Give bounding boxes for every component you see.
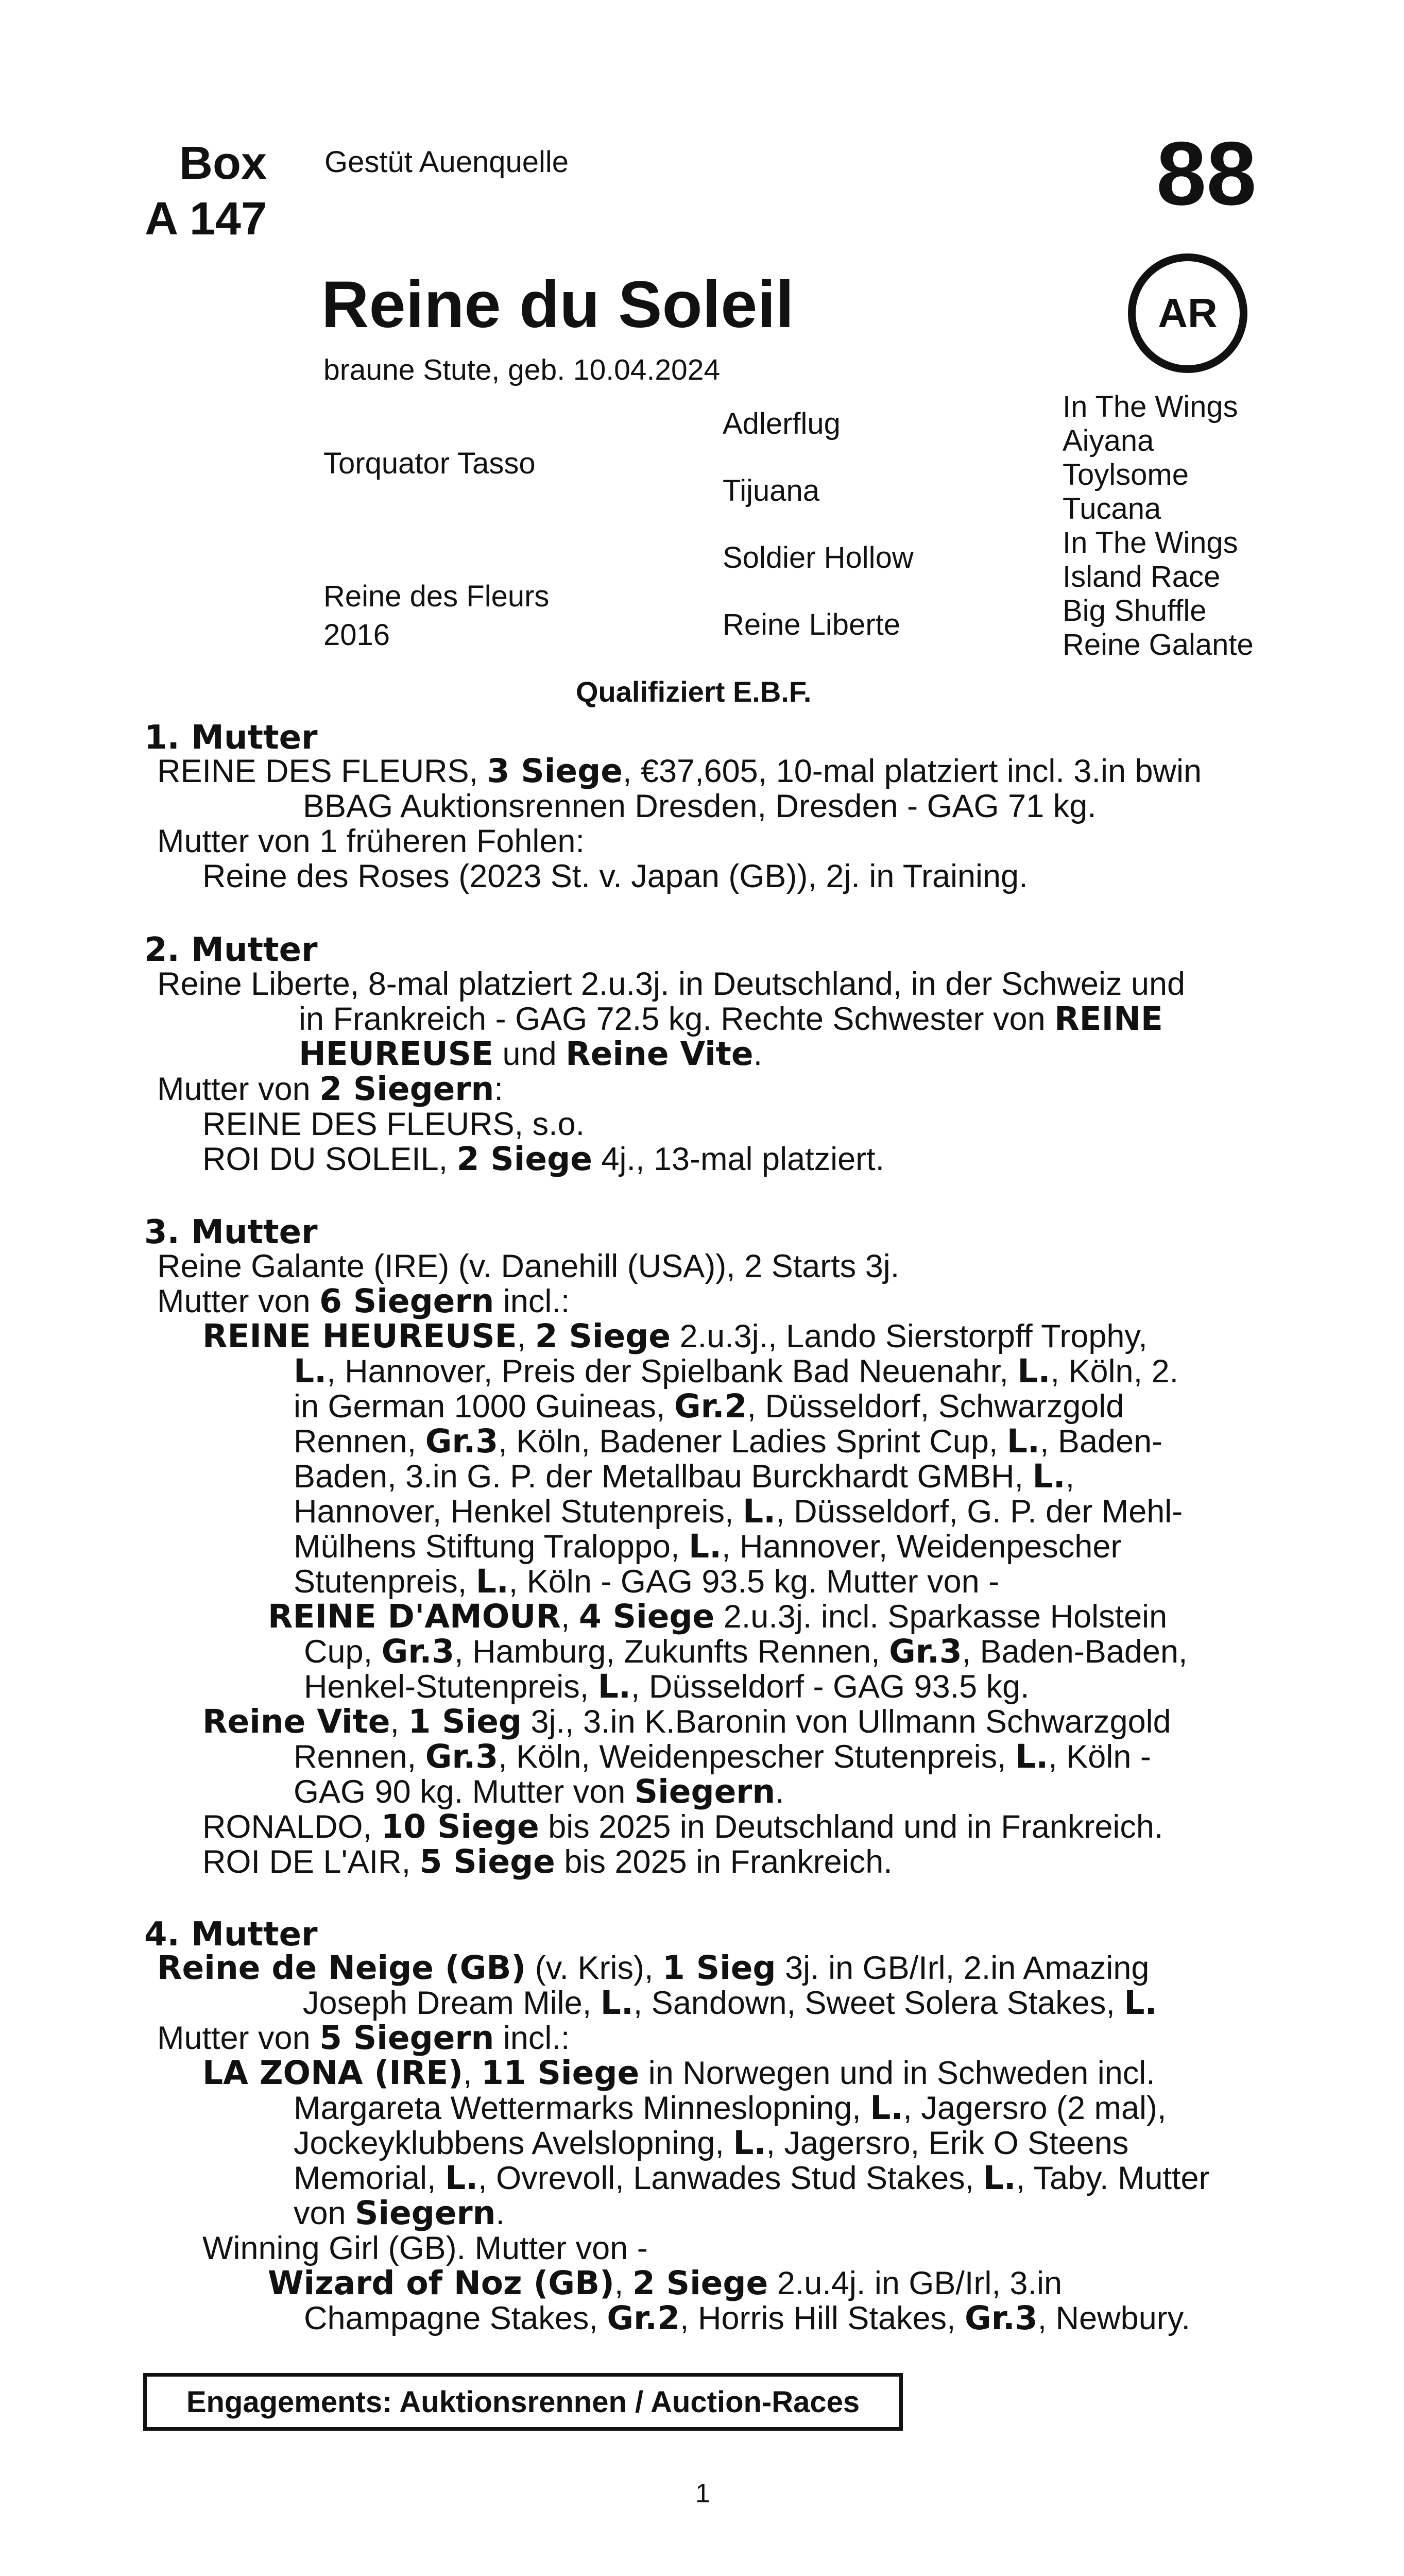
section-heading: 4. Mutter [144, 1916, 318, 1954]
text-run: , Sandown, Sweet Solera Stakes, [633, 1985, 1124, 2021]
text-run: , Baden- [1039, 1423, 1163, 1460]
text-run: GAG 90 kg. Mutter von [294, 1774, 635, 1810]
text-run: Jockeyklubbens Avelslopning, [294, 2125, 733, 2161]
text-run: incl.: [494, 2020, 570, 2056]
dam-record [157, 754, 1202, 789]
text-run: , Köln - [1048, 1739, 1151, 1775]
text-run: in Norwegen und in Schweden incl. [639, 2055, 1155, 2091]
ar-badge [1128, 253, 1247, 373]
bold-run: 6 Siegern [319, 1282, 494, 1320]
text-run: , Köln, Badener Ladies Sprint Cup, [498, 1423, 1007, 1460]
text-run: . [753, 1036, 763, 1072]
bold-run: Gr.3 [381, 1633, 455, 1670]
pedigree-gen2: Reine Liberte [723, 608, 900, 641]
pedigree-gen3-item: Aiyana [1063, 424, 1154, 457]
bold-run: Reine Vite [566, 1035, 754, 1073]
text-run: , Jagersro, Erik O Steens [766, 2125, 1129, 2161]
breeder-name: Gestüt Auenquelle [324, 145, 569, 179]
pedigree-sire: Torquator Tasso [323, 447, 536, 480]
text-run: . [495, 2195, 505, 2231]
text-run: , [614, 2265, 632, 2301]
text-run: , Horris Hill Stakes, [679, 2300, 965, 2336]
text-run: , Düsseldorf, G. P. der Mehl- [776, 1494, 1183, 1530]
bold-run: 3 Siege [487, 752, 623, 790]
dam-offspring-label [157, 1072, 503, 1107]
offspring-entry-cont [294, 1529, 1121, 1564]
text-run: bis 2025 in Deutschland und in Frankreich. [539, 1809, 1163, 1845]
bold-run: 5 Siegern [319, 2019, 494, 2057]
bold-run: Wizard of Noz (GB) [268, 2264, 614, 2302]
pedigree-gen2: Adlerflug [723, 407, 841, 440]
text-run: , Köln, Weidenpescher Stutenpreis, [498, 1739, 1016, 1775]
text-run: , €37,605, 10-mal platziert incl. 3.in bwin [622, 753, 1202, 789]
dam-offspring: REINE DES FLEURS, s.o. [202, 1106, 585, 1142]
bold-run: L. [870, 2089, 903, 2127]
bold-run: Gr.3 [889, 1633, 962, 1670]
text-run: Mutter von [157, 2020, 320, 2056]
text-run: Mutter von [157, 1071, 320, 1107]
pedigree-gen3-item: Island Race [1063, 560, 1221, 594]
bold-run: 2 Siege [456, 1140, 592, 1178]
dam-offspring [202, 1142, 884, 1177]
text-run: von [294, 2195, 355, 2231]
text-run: , Düsseldorf, Schwarzgold [747, 1388, 1124, 1425]
bold-run: Reine Vite [202, 1703, 390, 1740]
bold-run: 4 Siege [578, 1598, 715, 1635]
page-number: 1 [695, 2479, 710, 2509]
pedigree-dam: Reine des Fleurs [323, 580, 550, 613]
qualification: Qualifiziert E.B.F. [576, 675, 812, 708]
bold-run: L. [1124, 1984, 1157, 2022]
engagements-box [143, 2373, 903, 2431]
bold-run: Gr.3 [965, 2299, 1038, 2337]
offspring-entry [202, 2056, 1155, 2091]
text-run: Rennen, [294, 1739, 425, 1775]
text-run: Rennen, [294, 1423, 425, 1460]
bold-run: REINE D'AMOUR [268, 1598, 561, 1635]
bold-run: 2 Siegern [319, 1070, 494, 1108]
text-run: , Köln - GAG 93.5 kg. Mutter von - [508, 1564, 1000, 1600]
pedigree-dam-year: 2016 [323, 618, 390, 652]
text-run: 2.u.3j. incl. Sparkasse Holstein [714, 1599, 1168, 1635]
text-run: . [775, 1774, 784, 1810]
section-heading: 3. Mutter [144, 1213, 318, 1251]
bold-run: HEUREUSE [299, 1035, 494, 1073]
text-run: Stutenpreis, [294, 1564, 476, 1600]
bold-run: Gr.3 [425, 1422, 499, 1460]
dam-record: Reine Galante (IRE) (v. Danehill (USA)), 2 Starts 3j. [157, 1248, 900, 1284]
text-run: 3j., 3.in K.Baronin von Ullmann Schwarzgold [522, 1704, 1171, 1740]
bold-run: 2 Siege [632, 2264, 768, 2302]
horse-description: braune Stute, geb. 10.04.2024 [323, 353, 721, 386]
bold-run: Gr.2 [674, 1387, 747, 1425]
section-heading: 2. Mutter [144, 931, 318, 969]
pedigree-gen3 [1063, 390, 1254, 662]
text-run: , Düsseldorf - GAG 93.5 kg. [630, 1669, 1030, 1705]
text-run: : [494, 1071, 503, 1107]
text-run: , Newbury. [1037, 2300, 1191, 2336]
pedigree-gen3-item: Big Shuffle [1063, 594, 1207, 628]
text-run: und [493, 1036, 566, 1072]
offspring-entry-cont [294, 2126, 1128, 2161]
bold-run: REINE [1054, 1000, 1163, 1038]
text-run: Joseph Dream Mile, [303, 1985, 601, 2021]
offspring-entry-cont [294, 1739, 1151, 1774]
bold-run: L. [1006, 1422, 1040, 1460]
text-run: 3j. in GB/Irl, 2.in Amazing [776, 1950, 1150, 1986]
text-run: , Köln, 2. [1050, 1353, 1179, 1389]
text-run: , Hannover, Preis der Spielbank Bad Neuenahr, [327, 1353, 1018, 1389]
dam-offspring: Reine des Roses (2023 St. v. Japan (GB)), 2j. in Training. [202, 858, 1028, 894]
engagements-label: Engagements: Auktionsrennen / Auction-Races [186, 2385, 860, 2419]
bold-run: 11 Siege [481, 2054, 640, 2092]
text-run: , Hamburg, Zukunfts Rennen, [454, 1634, 889, 1670]
offspring-entry-cont [294, 1424, 1162, 1459]
pedigree-gen3-item: Toylsome [1063, 458, 1189, 492]
bold-run: L. [1015, 1738, 1049, 1775]
box-line-1: Box [179, 138, 267, 189]
text-run: , Taby. Mutter [1016, 2160, 1210, 2196]
bold-run: Siegern [634, 1773, 776, 1810]
text-run: , [517, 1318, 535, 1354]
bold-run: REINE HEUREUSE [202, 1317, 517, 1355]
text-run: 2.u.3j., Lando Sierstorpff Trophy, [671, 1318, 1148, 1354]
text-run: , [1065, 1459, 1075, 1495]
offspring-entry: Winning Girl (GB). Mutter von - [202, 2230, 648, 2266]
text-run: Henkel-Stutenpreis, [304, 1669, 598, 1705]
section-heading: 1. Mutter [144, 719, 318, 757]
bold-run: L. [1032, 1458, 1066, 1495]
offspring-entry-cont [294, 2196, 505, 2231]
bold-run: L. [294, 1352, 327, 1390]
bold-run: Siegern [355, 2194, 496, 2232]
text-run: , Baden-Baden, [962, 1634, 1188, 1670]
dam-record-cont [299, 1002, 1163, 1037]
horse-name: Reine du Soleil [321, 268, 794, 342]
bold-run: L. [445, 2159, 478, 2197]
offspring-entry-cont [294, 1564, 999, 1599]
text-run: Margareta Wettermarks Minneslopning, [294, 2090, 870, 2126]
pedigree-gen2: Soldier Hollow [723, 541, 914, 574]
text-run: RONALDO, [202, 1809, 381, 1845]
bold-run: 1 Sieg [408, 1703, 522, 1740]
text-run: , Hannover, Weidenpescher [722, 1529, 1122, 1565]
ar-badge-label: AR [1158, 290, 1218, 336]
text-run: (v. Kris), [526, 1950, 663, 1986]
text-run: 4j., 13-mal platziert. [592, 1141, 885, 1177]
text-run: REINE DES FLEURS, [157, 753, 487, 789]
bold-run: 1 Sieg [662, 1949, 776, 1987]
box-label [139, 135, 267, 247]
text-run: in German 1000 Guineas, [294, 1388, 674, 1425]
bold-run: L. [475, 1563, 509, 1600]
dam-record-cont: BBAG Auktionsrennen Dresden, Dresden - GAG 71 kg. [303, 788, 1097, 824]
text-run: incl.: [494, 1283, 570, 1319]
bold-run: Gr.3 [425, 1738, 499, 1775]
box-line-2: A 147 [145, 193, 267, 245]
offspring-entry-cont [294, 1354, 1178, 1389]
dam-offspring-label [157, 2021, 570, 2056]
bold-run: L. [1017, 1352, 1051, 1390]
text-run: Cup, [304, 1634, 382, 1670]
bold-run: 10 Siege [381, 1808, 539, 1845]
text-run: , [390, 1704, 408, 1740]
bold-run: Gr.2 [607, 2299, 680, 2337]
bold-run: L. [600, 1984, 633, 2022]
offspring-entry-cont [304, 1634, 1188, 1669]
offspring-entry [202, 1809, 1163, 1844]
dam-record-cont [299, 1037, 762, 1072]
offspring-entry [268, 1599, 1167, 1634]
bold-run: L. [733, 2124, 766, 2162]
offspring-entry-cont [294, 2161, 1210, 2196]
text-run: in Frankreich - GAG 72.5 kg. Rechte Schwester von [299, 1001, 1055, 1037]
lot-number: 88 [1156, 124, 1257, 224]
text-run: Memorial, [294, 2160, 446, 2196]
dam-offspring-label [157, 1284, 570, 1319]
offspring-entry-cont [294, 1494, 1183, 1529]
text-run: , Ovrevoll, Lanwades Stud Stakes, [478, 2160, 983, 2196]
offspring-entry [202, 1704, 1171, 1739]
dam-offspring-label: Mutter von 1 früheren Fohlen: [157, 823, 585, 859]
offspring-entry [268, 2266, 1062, 2301]
bold-run: Reine de Neige (GB) [157, 1949, 526, 1987]
text-run: , Jagersro (2 mal), [903, 2090, 1167, 2126]
text-run: ROI DU SOLEIL, [202, 1141, 457, 1177]
offspring-entry [202, 1844, 893, 1879]
bold-run: L. [743, 1493, 776, 1530]
pedigree-gen3-item: Tucana [1063, 492, 1161, 526]
text-run: Hannover, Henkel Stutenpreis, [294, 1494, 743, 1530]
offspring-entry-cont [304, 2301, 1190, 2336]
pedigree-gen3-item: In The Wings [1063, 390, 1238, 423]
offspring-entry-cont [294, 1774, 784, 1809]
bold-run: 2 Siege [535, 1317, 671, 1355]
text-run: 2.u.4j. in GB/Irl, 3.in [768, 2265, 1062, 2301]
offspring-entry-cont [304, 1669, 1030, 1704]
text-run: , [560, 1599, 579, 1635]
bold-run: L. [983, 2159, 1016, 2197]
text-run: bis 2025 in Frankreich. [555, 1844, 893, 1880]
text-run: Mülhens Stiftung Traloppo, [294, 1529, 689, 1565]
pedigree-gen3-item: Reine Galante [1063, 628, 1254, 662]
offspring-entry-cont [294, 1389, 1124, 1424]
text-run: Baden, 3.in G. P. der Metallbau Burckhardt GMBH, [294, 1459, 1033, 1495]
pedigree-gen2: Tijuana [723, 474, 820, 507]
text-run: Champagne Stakes, [304, 2300, 607, 2336]
offspring-entry-cont [294, 2091, 1167, 2126]
text-run: ROI DE L'AIR, [202, 1844, 420, 1880]
dam-record: Reine Liberte, 8-mal platziert 2.u.3j. in Deutschland, in der Schweiz und [157, 966, 1186, 1002]
offspring-entry-cont [294, 1459, 1074, 1494]
dam-record [157, 1951, 1149, 1986]
text-run: Mutter von [157, 1283, 320, 1319]
dam-record-cont [303, 1986, 1157, 2021]
text-run: , [463, 2055, 482, 2091]
bold-run: L. [597, 1668, 631, 1705]
pedigree-gen3-item: In The Wings [1063, 526, 1238, 560]
bold-run: L. [688, 1528, 722, 1565]
bold-run: LA ZONA (IRE) [202, 2054, 464, 2092]
offspring-entry [202, 1319, 1148, 1354]
bold-run: 5 Siege [419, 1843, 555, 1880]
